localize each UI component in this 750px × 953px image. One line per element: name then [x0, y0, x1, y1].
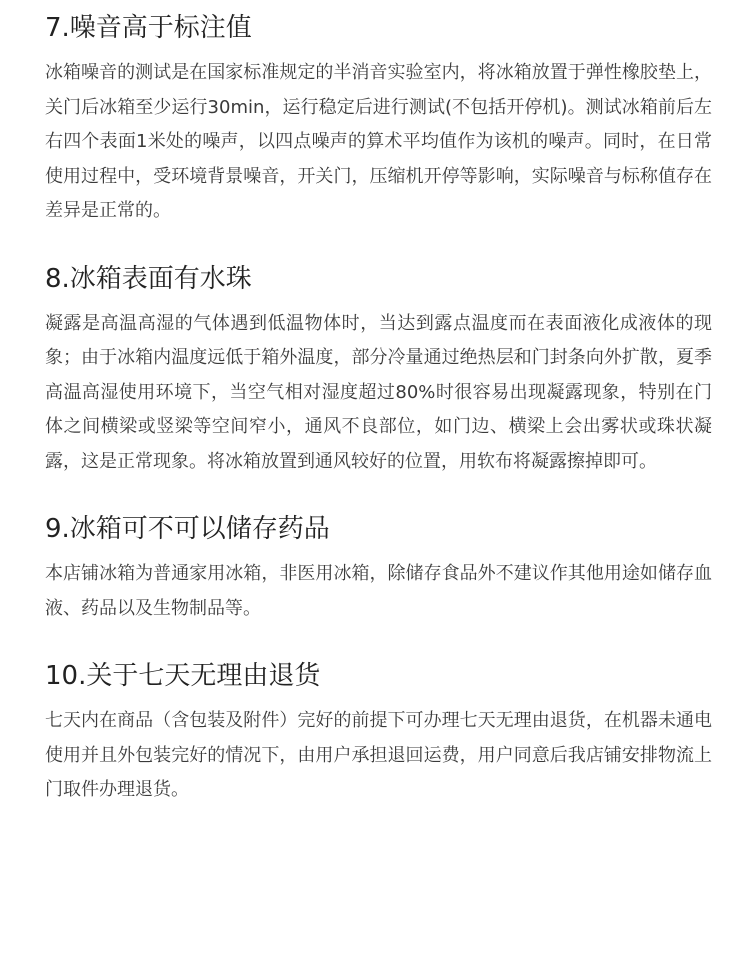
section-title: 10.关于七天无理由退货: [45, 661, 321, 691]
faq-section-condensation: [45, 261, 712, 480]
section-title: 9.冰箱可不可以储存药品: [45, 514, 330, 544]
faq-section-noise: [45, 10, 712, 229]
section-title: 7.噪音高于标注值: [45, 13, 252, 43]
faq-section-return-policy: [45, 658, 712, 808]
section-body: 七天内在商品（含包装及附件）完好的前提下可办理七天无理由退货，在机器未通电使用并且外包装完好的情况下，由用户承担退回运费，用户同意后我店铺安排物流上门取件办理退货。: [45, 710, 712, 800]
section-body: 冰箱噪音的测试是在国家标准规定的半消音实验室内，将冰箱放置于弹性橡胶垫上，关门后冰箱至少运行30min，运行稳定后进行测试(不包括开停机)。测试冰箱前后左右四个表面1米处的噪声，以四点噪声的算术平均值作为该机的噪声。同时，在日常使用过程中，受环境背景噪音，开关门，压缩机开停等影响，实际噪音与标称值存在差异是正常的。: [45, 62, 712, 221]
section-title: 8.冰箱表面有水珠: [45, 263, 252, 294]
section-body: 本店铺冰箱为普通家用冰箱，非医用冰箱，除储存食品外不建议作其他用途如储存血液、药品以及生物制品等。: [45, 563, 712, 619]
section-body: 凝露是高温高湿的气体遇到低温物体时，当达到露点温度而在表面液化成液体的现象；由于冰箱内温度远低于箱外温度，部分冷量通过绝热层和门封条向外扩散，夏季高温高湿使用环境下，当空气相对湿度超过80%时很容易出现凝露现象，特别在门体之间横梁或竖梁等空间窄小，通风不良部位，如门边、横梁上会出雾状或珠状凝露，这是正常现象。将冰箱放置到通风较好的位置，用软布将凝露擦掉即可。: [45, 312, 712, 472]
faq-section-medicine-storage: [45, 511, 712, 626]
